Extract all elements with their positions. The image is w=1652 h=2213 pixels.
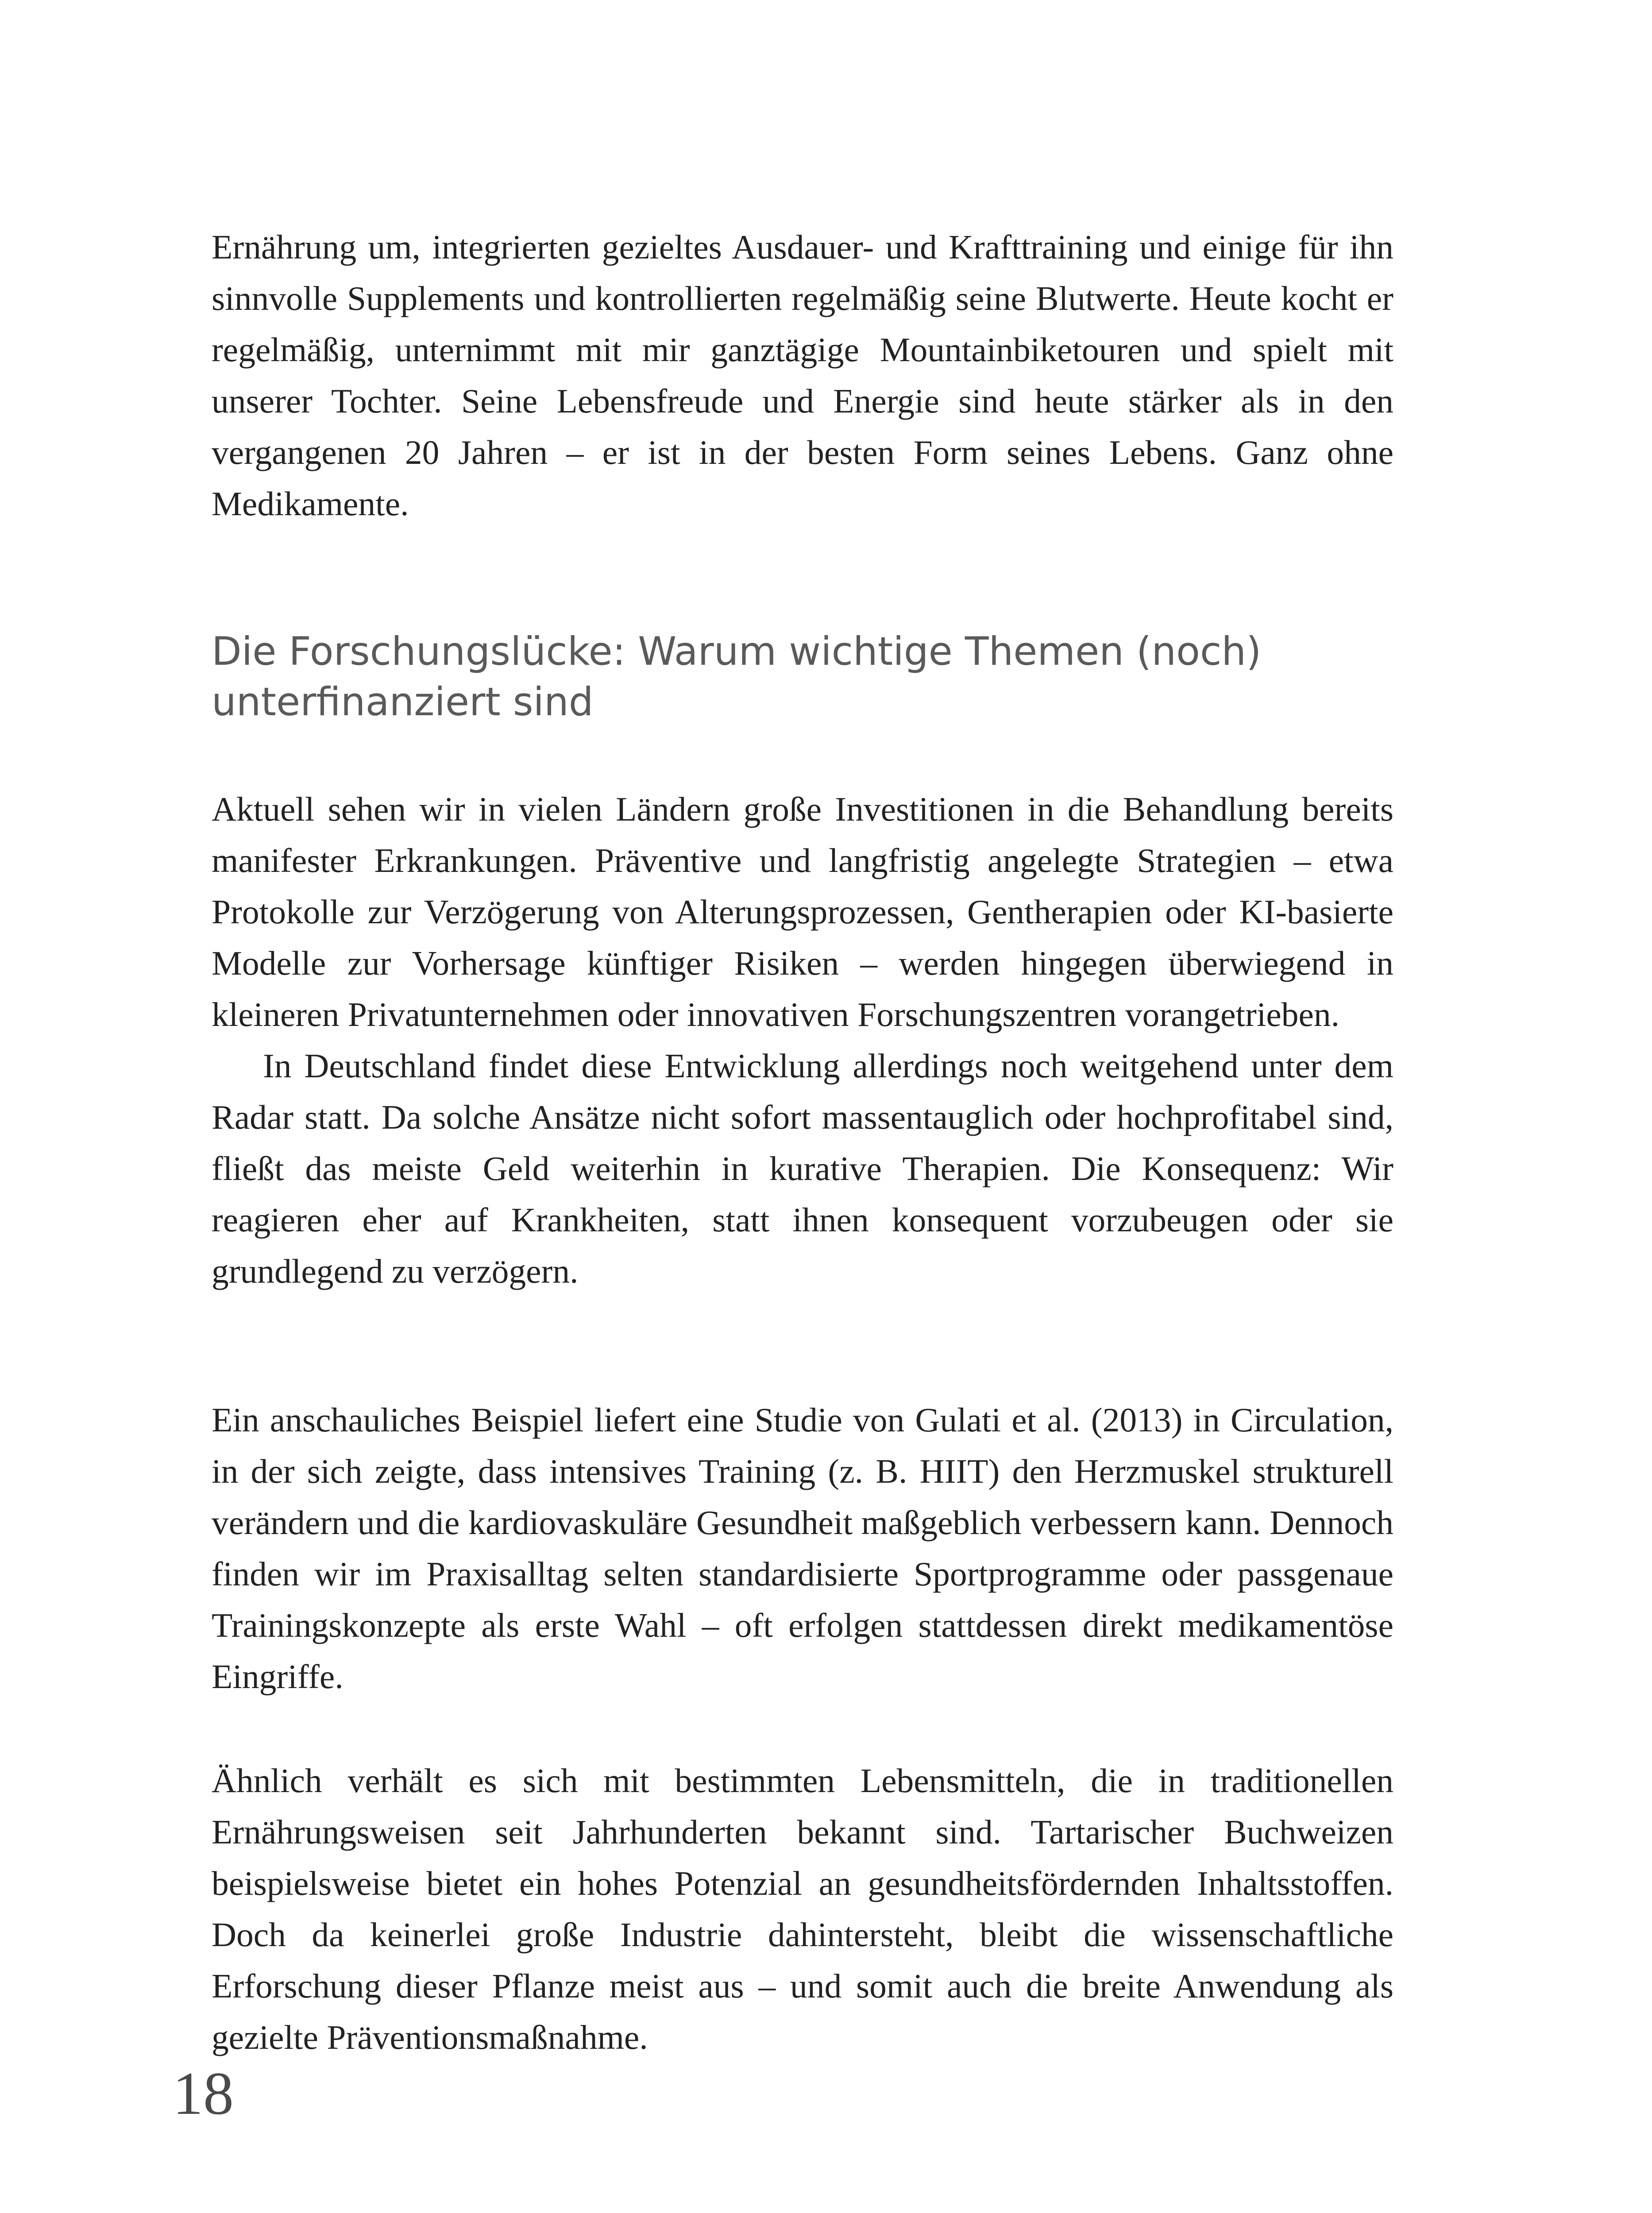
page-number: 18 [173,2059,234,2127]
section-text-block-3 [212,1755,1393,2063]
paragraph-4: Ähnlich verhält es sich mit bestimmten Lebensmitteln, die in traditionellen Ernährungsweisen seit Jahrhunderten bekannt sind. Tartarischer Buchweizen beispielsweise bietet ein hohes Potenzial an gesundheitsfördernden Inhaltsstoffen. Doch da keinerlei große Industrie dahintersteht, bleibt die wissenschaftliche Erforschung dieser Pflanze meist aus – und somit auch die breite Anwendung als gezielte Präventionsmaßnahme. [212,1762,1393,2056]
section-text-block-2 [212,1394,1393,1702]
section-heading [212,626,1393,727]
section-text-block-1 [212,783,1393,1297]
intro-paragraph: Ernährung um, integrierten gezieltes Ausdauer- und Krafttraining und einige für ihn sinnvolle Supplements und kontrollierten regelmäßig seine Blutwerte. Heute kocht er regelmäßig, unternimmt mit mir ganztägige Mountainbiketouren und spielt mit unserer Tochter. Seine Lebensfreude und Energie sind heute stärker als in den vergangenen 20 Jahren – er ist in der besten Form seines Lebens. Ganz ohne Medikamente. [212,228,1393,523]
section-heading-line-2: unterfinanziert sind [212,679,594,725]
intro-text-block [212,221,1393,529]
paragraph-3: Ein anschauliches Beispiel liefert eine Studie von Gulati et al. (2013) in Circulation, in der sich zeigte, dass intensives Training (z. B. HIIT) den Herzmuskel strukturell verändern und die kardiovaskuläre Gesundheit maßgeblich verbessern kann. Dennoch finden wir im Praxisalltag selten standardisierte Sportprogramme oder passgenaue Trainingskonzepte als erste Wahl – oft erfolgen stattdessen direkt medikamentöse Eingriffe. [212,1401,1393,1696]
paragraph-1: Aktuell sehen wir in vielen Ländern große Investitionen in die Behandlung bereits manifester Erkrankungen. Präventive und langfristig angelegte Strategien – etwa Protokolle zur Verzögerung von Alterungsprozessen, Gentherapien oder KI-basierte Modelle zur Vorhersage künftiger Risiken – werden hingegen überwiegend in kleineren Privatunternehmen oder innovativen Forschungszentren vorangetrieben. [212,790,1393,1033]
paragraph-2: In Deutschland findet diese Entwicklung allerdings noch weitgehend unter dem Radar statt. Da solche Ansätze nicht sofort massentauglich oder hochprofitabel sind, fließt das meiste Geld weiterhin in kurative Therapien. Die Konsequenz: Wir reagieren eher auf Krankheiten, statt ihnen konsequent vorzubeugen oder sie grundlegend zu verzögern. [212,1047,1393,1290]
section-heading-line-1: Die Forschungslücke: Warum wichtige Themen (noch) [212,628,1262,674]
